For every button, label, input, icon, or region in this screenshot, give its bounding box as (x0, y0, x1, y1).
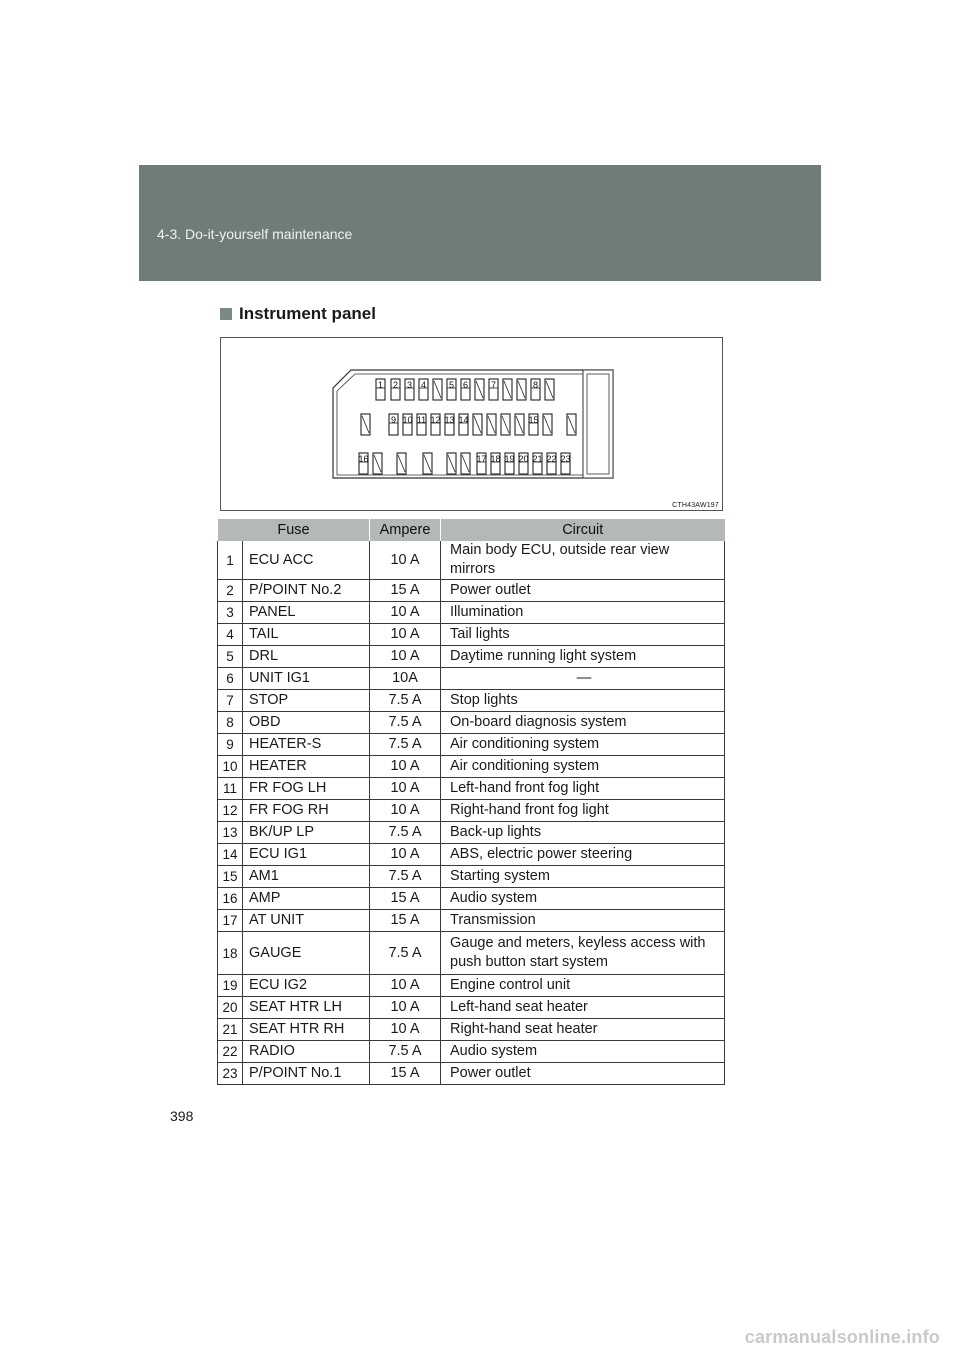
fuse-number-label: 12 (430, 415, 441, 425)
fuse-number: 14 (218, 844, 243, 866)
fuse-circuit: Back-up lights (441, 822, 725, 844)
fuse-circuit: ABS, electric power steering (441, 844, 725, 866)
header-bar (139, 165, 821, 281)
fuse-ampere: 10 A (370, 624, 441, 646)
table-row (218, 997, 725, 1019)
fuse-circuit: Audio system (441, 888, 725, 910)
fuse-circuit: Power outlet (441, 1063, 725, 1085)
table-row (218, 844, 725, 866)
table-row (218, 602, 725, 624)
fuse-name: RADIO (243, 1041, 370, 1063)
fuse-number: 19 (218, 975, 243, 997)
header-circuit: Circuit (441, 519, 725, 541)
fuse-number: 8 (218, 712, 243, 734)
fuse-ampere: 7.5 A (370, 822, 441, 844)
bullet-square-icon (220, 308, 232, 320)
fuse-name: PANEL (243, 602, 370, 624)
fuse-number: 9 (218, 734, 243, 756)
table-row (218, 756, 725, 778)
fuse-circuit: Gauge and meters, keyless access with push button start system (441, 932, 725, 975)
table-row (218, 624, 725, 646)
fuse-circuit: On-board diagnosis system (441, 712, 725, 734)
fuse-number-label: 1 (377, 380, 384, 390)
fuse-name: AM1 (243, 866, 370, 888)
fuse-number-label: 16 (358, 454, 369, 464)
fuse-number-label: 4 (420, 380, 427, 390)
fuse-circuit: Left-hand front fog light (441, 778, 725, 800)
table-row (218, 932, 725, 975)
fuse-number-label: 10 (402, 415, 413, 425)
table-row (218, 580, 725, 602)
table-row (218, 646, 725, 668)
fuse-ampere: 10 A (370, 997, 441, 1019)
fuse-number: 23 (218, 1063, 243, 1085)
table-row (218, 1019, 725, 1041)
fuse-number: 13 (218, 822, 243, 844)
table-row (218, 1041, 725, 1063)
header-ampere: Ampere (370, 519, 441, 541)
fuse-circuit: Transmission (441, 910, 725, 932)
table-row (218, 888, 725, 910)
fuse-name: P/POINT No.2 (243, 580, 370, 602)
fuse-name: SEAT HTR RH (243, 1019, 370, 1041)
fuse-name: OBD (243, 712, 370, 734)
fuse-ampere: 7.5 A (370, 712, 441, 734)
fuse-name: AMP (243, 888, 370, 910)
fuse-circuit: Right-hand seat heater (441, 1019, 725, 1041)
table-row (218, 668, 725, 690)
fuse-number: 21 (218, 1019, 243, 1041)
fuse-number: 2 (218, 580, 243, 602)
fuse-ampere: 7.5 A (370, 866, 441, 888)
fuse-number-label: 17 (476, 454, 487, 464)
fuse-ampere: 15 A (370, 910, 441, 932)
subheading (220, 304, 376, 324)
fuse-circuit: Power outlet (441, 580, 725, 602)
fuse-circuit: Daytime running light system (441, 646, 725, 668)
fuse-number: 18 (218, 932, 243, 975)
fuse-name: STOP (243, 690, 370, 712)
fuse-number-label: 22 (546, 454, 557, 464)
fuse-circuit: Main body ECU, outside rear view mirrors (441, 541, 725, 580)
table-row (218, 866, 725, 888)
fuse-box-diagram (220, 337, 723, 511)
table-row (218, 778, 725, 800)
watermark: carmanualsonline.info (744, 1327, 940, 1347)
figure-code: CTH43AW197 (672, 502, 719, 509)
fuse-ampere: 10 A (370, 778, 441, 800)
fuse-number: 6 (218, 668, 243, 690)
fuse-name: SEAT HTR LH (243, 997, 370, 1019)
fuse-number-label: 2 (392, 380, 399, 390)
fuse-circuit: Air conditioning system (441, 756, 725, 778)
section-title: 4-3. Do-it-yourself maintenance (157, 226, 353, 242)
fuse-number: 5 (218, 646, 243, 668)
table-row (218, 800, 725, 822)
table-row (218, 975, 725, 997)
table-row (218, 1063, 725, 1085)
fuse-ampere: 15 A (370, 888, 441, 910)
fuse-name: FR FOG RH (243, 800, 370, 822)
fuse-box-svg (221, 338, 722, 510)
fuse-number-label: 19 (504, 454, 515, 464)
fuse-number-label: 8 (532, 380, 539, 390)
fuse-number: 22 (218, 1041, 243, 1063)
fuse-ampere: 10 A (370, 844, 441, 866)
fuse-ampere: 10 A (370, 541, 441, 580)
fuse-ampere: 7.5 A (370, 1041, 441, 1063)
header-fuse: Fuse (218, 519, 370, 541)
table-row (218, 541, 725, 580)
fuse-number-label: 5 (448, 380, 455, 390)
fuse-circuit: Air conditioning system (441, 734, 725, 756)
fuse-table (217, 519, 725, 1085)
fuse-circuit: Left-hand seat heater (441, 997, 725, 1019)
fuse-number: 12 (218, 800, 243, 822)
fuse-ampere: 15 A (370, 1063, 441, 1085)
fuse-name: UNIT IG1 (243, 668, 370, 690)
fuse-name: P/POINT No.1 (243, 1063, 370, 1085)
fuse-circuit: Stop lights (441, 690, 725, 712)
fuse-number: 11 (218, 778, 243, 800)
fuse-number-label: 3 (406, 380, 413, 390)
fuse-name: ECU IG1 (243, 844, 370, 866)
fuse-name: HEATER-S (243, 734, 370, 756)
fuse-number: 3 (218, 602, 243, 624)
fuse-number: 4 (218, 624, 243, 646)
fuse-circuit: — (441, 668, 725, 690)
fuse-ampere: 7.5 A (370, 690, 441, 712)
fuse-ampere: 10 A (370, 646, 441, 668)
fuse-circuit: Starting system (441, 866, 725, 888)
fuse-ampere: 7.5 A (370, 932, 441, 975)
fuse-number-label: 6 (462, 380, 469, 390)
table-header-row (218, 519, 725, 541)
fuse-name: TAIL (243, 624, 370, 646)
fuse-number-label: 18 (490, 454, 501, 464)
fuse-number: 17 (218, 910, 243, 932)
table-row (218, 822, 725, 844)
fuse-name: ECU ACC (243, 541, 370, 580)
fuse-number: 7 (218, 690, 243, 712)
fuse-ampere: 15 A (370, 580, 441, 602)
fuse-number-label: 23 (560, 454, 571, 464)
fuse-ampere: 7.5 A (370, 734, 441, 756)
fuse-number-label: 9 (390, 415, 397, 425)
fuse-name: ECU IG2 (243, 975, 370, 997)
table-row (218, 734, 725, 756)
fuse-number-label: 14 (458, 415, 469, 425)
fuse-name: DRL (243, 646, 370, 668)
fuse-number-label: 15 (528, 415, 539, 425)
fuse-number: 1 (218, 541, 243, 580)
table-row (218, 690, 725, 712)
table-row (218, 910, 725, 932)
fuse-number-label: 13 (444, 415, 455, 425)
fuse-ampere: 10 A (370, 756, 441, 778)
fuse-circuit: Illumination (441, 602, 725, 624)
fuse-box-housing (583, 370, 613, 478)
fuse-number-label: 20 (518, 454, 529, 464)
fuse-circuit: Right-hand front fog light (441, 800, 725, 822)
fuse-ampere: 10A (370, 668, 441, 690)
fuse-name: HEATER (243, 756, 370, 778)
fuse-name: FR FOG LH (243, 778, 370, 800)
table-row (218, 712, 725, 734)
fuse-number-label: 21 (532, 454, 543, 464)
fuse-number: 20 (218, 997, 243, 1019)
fuse-ampere: 10 A (370, 800, 441, 822)
fuse-circuit: Audio system (441, 1041, 725, 1063)
page-number: 398 (170, 1108, 194, 1124)
fuse-number-label: 7 (490, 380, 497, 390)
fuse-name: BK/UP LP (243, 822, 370, 844)
fuse-circuit: Engine control unit (441, 975, 725, 997)
fuse-circuit: Tail lights (441, 624, 725, 646)
fuse-ampere: 10 A (370, 1019, 441, 1041)
fuse-name: AT UNIT (243, 910, 370, 932)
fuse-number: 10 (218, 756, 243, 778)
fuse-ampere: 10 A (370, 602, 441, 624)
subheading-text: Instrument panel (239, 304, 376, 323)
fuse-name: GAUGE (243, 932, 370, 975)
fuse-number-label: 11 (416, 415, 427, 425)
fuse-number: 16 (218, 888, 243, 910)
fuse-number: 15 (218, 866, 243, 888)
fuse-ampere: 10 A (370, 975, 441, 997)
